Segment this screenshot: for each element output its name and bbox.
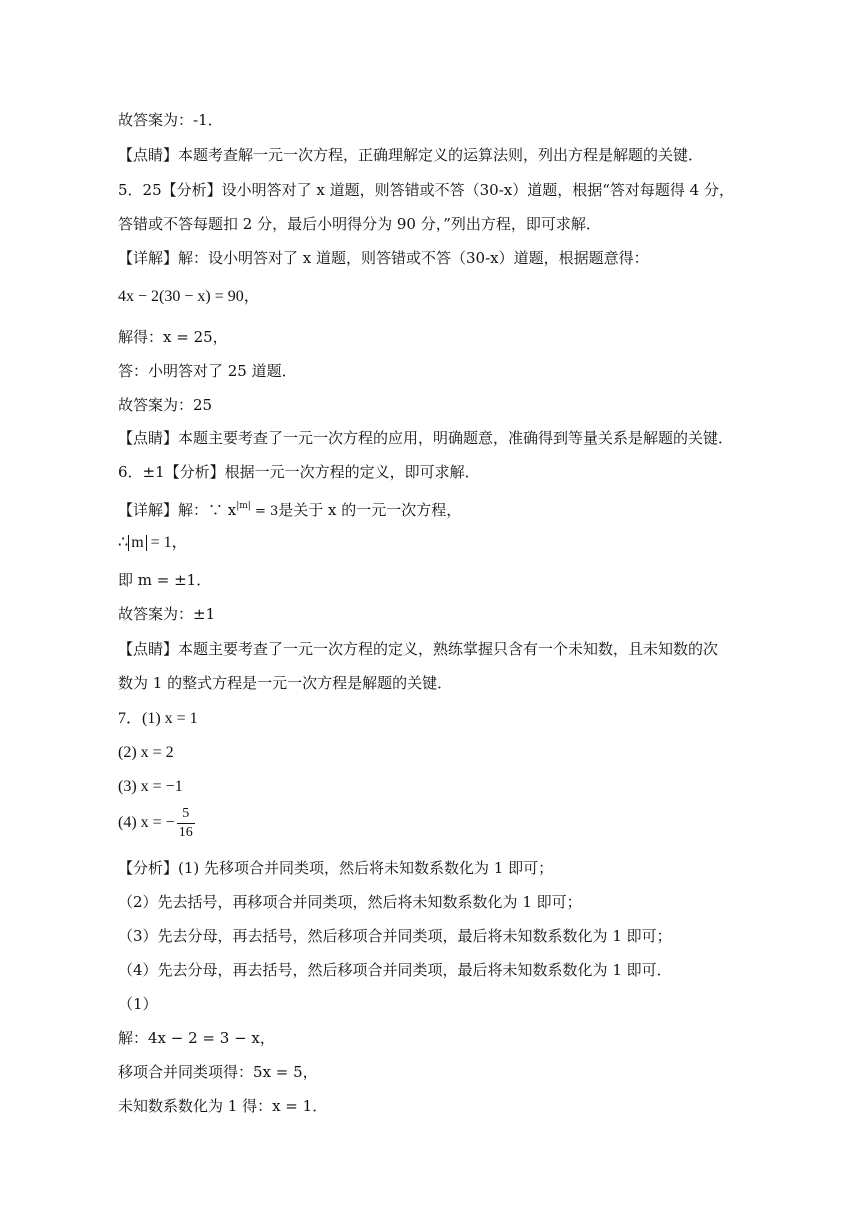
equation-line xyxy=(118,533,188,553)
equation-segment: = 1， xyxy=(146,534,188,551)
text-line: 故答案为：±1 xyxy=(118,605,216,623)
text-line: 6．±1【分析】根据一元一次方程的定义，即可求解． xyxy=(118,463,480,481)
text-line: 【点睛】本题主要考查了一元一次方程的定义，熟练掌握只含有一个未知数，且未知数的次 xyxy=(118,640,719,658)
text-line: 数为 1 的整式方程是一元一次方程是解题的关键． xyxy=(118,674,453,692)
therefore-symbol: ∴ xyxy=(118,534,129,551)
answer-line: (2) x = 2 xyxy=(118,744,174,761)
text-line: 即 m = ±1． xyxy=(118,571,212,589)
fraction xyxy=(177,805,195,842)
denominator: 16 xyxy=(178,825,193,840)
text-line: 5．25【分析】设小明答对了 x 道题，则答错或不答（30-x）道题，根据“答对每题得 4 分， xyxy=(118,181,734,199)
answer-line xyxy=(118,805,195,842)
text-line: 解得：x = 25， xyxy=(118,328,228,346)
text-line: （3）先去分母，再去括号，然后移项合并同类项，最后将未知数系数化为 1 即可； xyxy=(118,927,672,945)
exponent: |m| xyxy=(236,501,251,511)
equation-segment: (4) x = − xyxy=(118,814,175,832)
text-line: （1） xyxy=(118,995,158,1013)
equation-segment: = 3 xyxy=(250,504,279,519)
text-line: （4）先去分母，再去括号，然后移项合并同类项，最后将未知数系数化为 1 即可． xyxy=(118,961,672,979)
text-line: 移项合并同类项得：5x = 5， xyxy=(118,1063,318,1081)
text-line: 故答案为：-1． xyxy=(118,111,223,129)
answer-line: (3) x = −1 xyxy=(118,778,183,795)
numerator: 5 xyxy=(177,805,195,824)
absolute-value: m xyxy=(128,535,146,551)
text-line: 【分析】(1) 先移项合并同类项，然后将未知数系数化为 1 即可； xyxy=(118,859,554,877)
text-line: 答错或不答每题扣 2 分，最后小明得分为 90 分，”列出方程，即可求解． xyxy=(118,215,601,233)
text-line: （2）先去括号，再移项合并同类项，然后将未知数系数化为 1 即可； xyxy=(118,893,582,911)
text-line: 【详解】解：设小明答对了 x 道题，则答错或不答（30-x）道题，根据题意得： xyxy=(118,249,649,267)
answer-line: 7．(1) x = 1 xyxy=(118,710,198,727)
text-line: 【点睛】本题考查解一元一次方程，正确理解定义的运算法则，列出方程是解题的关键． xyxy=(118,146,704,164)
text-segment: 是关于 x 的一元一次方程， xyxy=(278,501,462,519)
equation-line: 4x − 2(30 − x) = 90， xyxy=(118,288,260,305)
text-segment: 【详解】解：∵ x xyxy=(118,501,237,519)
text-line: 未知数系数化为 1 得：x = 1． xyxy=(118,1097,328,1115)
text-line: 故答案为：25 xyxy=(118,396,213,414)
text-line: 【点睛】本题主要考查了一元一次方程的应用，明确题意，准确得到等量关系是解题的关键． xyxy=(118,429,734,447)
text-line: 答：小明答对了 25 道题． xyxy=(118,362,297,380)
text-line: 解：4x − 2 = 3 − x， xyxy=(118,1029,275,1047)
text-line-with-power xyxy=(118,496,461,522)
